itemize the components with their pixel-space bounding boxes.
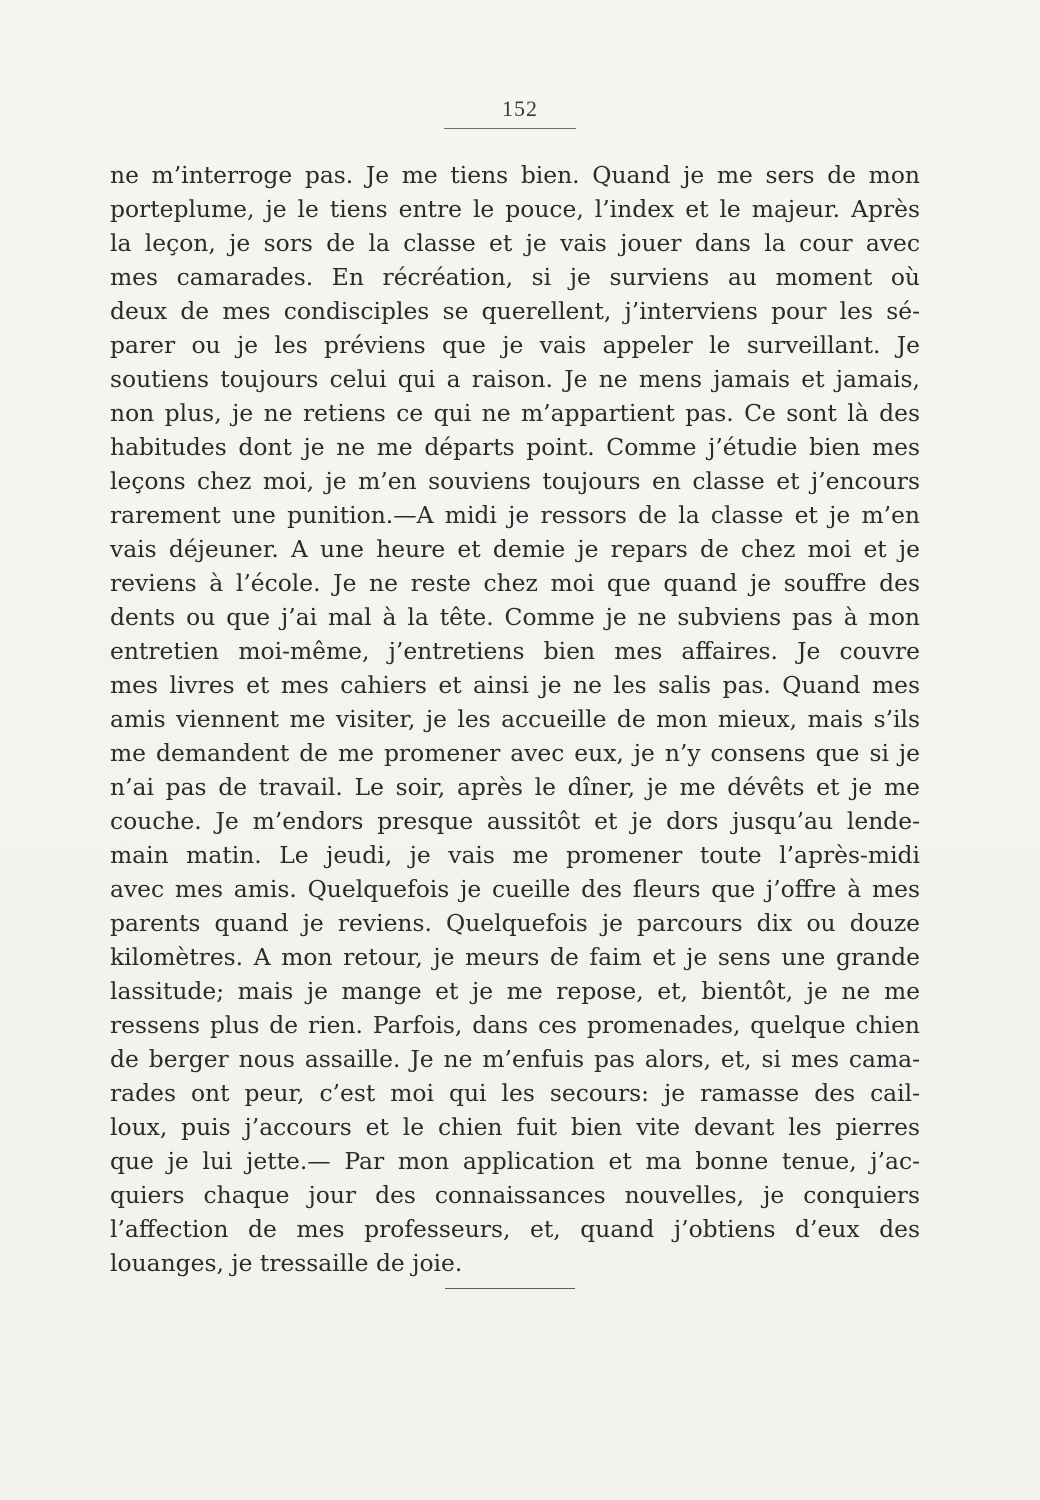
text-line: ne m’interroge pas. Je me tiens bien. Quand je me sers de mon: [110, 161, 920, 189]
text-line: mes camarades. En récréation, si je surviens au moment où: [110, 263, 920, 291]
text-line: soutiens toujours celui qui a raison. Je ne mens jamais et jamais,: [110, 365, 920, 393]
text-line: entretien moi-même, j’entretiens bien mes affaires. Je couvre: [110, 637, 920, 665]
text-line: n’ai pas de travail. Le soir, après le dîner, je me dévêts et je me: [110, 773, 920, 801]
text-line: amis viennent me visiter, je les accueille de mon mieux, mais s’ils: [110, 705, 920, 733]
text-line: mes livres et mes cahiers et ainsi je ne les salis pas. Quand mes: [110, 671, 920, 699]
text-line: habitudes dont je ne me départs point. Comme j’étudie bien mes: [110, 433, 920, 461]
text-line: l’affection de mes professeurs, et, quand j’obtiens d’eux des: [110, 1215, 920, 1243]
header-rule: [444, 128, 576, 129]
text-line: parents quand je reviens. Quelquefois je parcours dix ou douze: [110, 909, 920, 937]
text-line: avec mes amis. Quelquefois je cueille des fleurs que j’offre à mes: [110, 875, 920, 903]
text-line: parer ou je les préviens que je vais appeler le surveillant. Je: [110, 331, 920, 359]
text-line: reviens à l’école. Je ne reste chez moi que quand je souffre des: [110, 569, 920, 597]
text-line: main matin. Le jeudi, je vais me promener toute l’après-midi: [110, 841, 920, 869]
text-line: me demandent de me promener avec eux, je n’y consens que si je: [110, 739, 920, 767]
text-line: couche. Je m’endors presque aussitôt et je dors jusqu’au lende-: [110, 807, 920, 835]
text-line: kilomètres. A mon retour, je meurs de faim et je sens une grande: [110, 943, 920, 971]
text-line: porteplume, je le tiens entre le pouce, l’index et le majeur. Après: [110, 195, 920, 223]
text-line: deux de mes condisciples se querellent, j’interviens pour les sé-: [110, 297, 920, 325]
text-line: rarement une punition.—A midi je ressors de la classe et je m’en: [110, 501, 920, 529]
text-line: non plus, je ne retiens ce qui ne m’appartient pas. Ce sont là des: [110, 399, 920, 427]
text-line: leçons chez moi, je m’en souviens toujours en classe et j’encours: [110, 467, 920, 495]
text-line: que je lui jette.— Par mon application et ma bonne tenue, j’ac-: [110, 1147, 920, 1175]
text-line: ressens plus de rien. Parfois, dans ces promenades, quelque chien: [110, 1011, 920, 1039]
text-line: la leçon, je sors de la classe et je vais jouer dans la cour avec: [110, 229, 920, 257]
text-line: dents ou que j’ai mal à la tête. Comme je ne subviens pas à mon: [110, 603, 920, 631]
body-text: [110, 158, 920, 1280]
text-line: de berger nous assaille. Je ne m’enfuis pas alors, et, si mes cama-: [110, 1045, 920, 1073]
text-line: quiers chaque jour des connaissances nouvelles, je conquiers: [110, 1181, 920, 1209]
footer-rule: [445, 1288, 575, 1289]
text-line: lassitude; mais je mange et je me repose, et, bientôt, je ne me: [110, 977, 920, 1005]
page-number: 152: [502, 96, 538, 121]
text-line: louanges, je tressaille de joie.: [110, 1249, 463, 1277]
text-line: rades ont peur, c’est moi qui les secours: je ramasse des cail-: [110, 1079, 920, 1107]
text-line: loux, puis j’accours et le chien fuit bien vite devant les pierres: [110, 1113, 920, 1141]
text-line: vais déjeuner. A une heure et demie je repars de chez moi et je: [110, 535, 920, 563]
